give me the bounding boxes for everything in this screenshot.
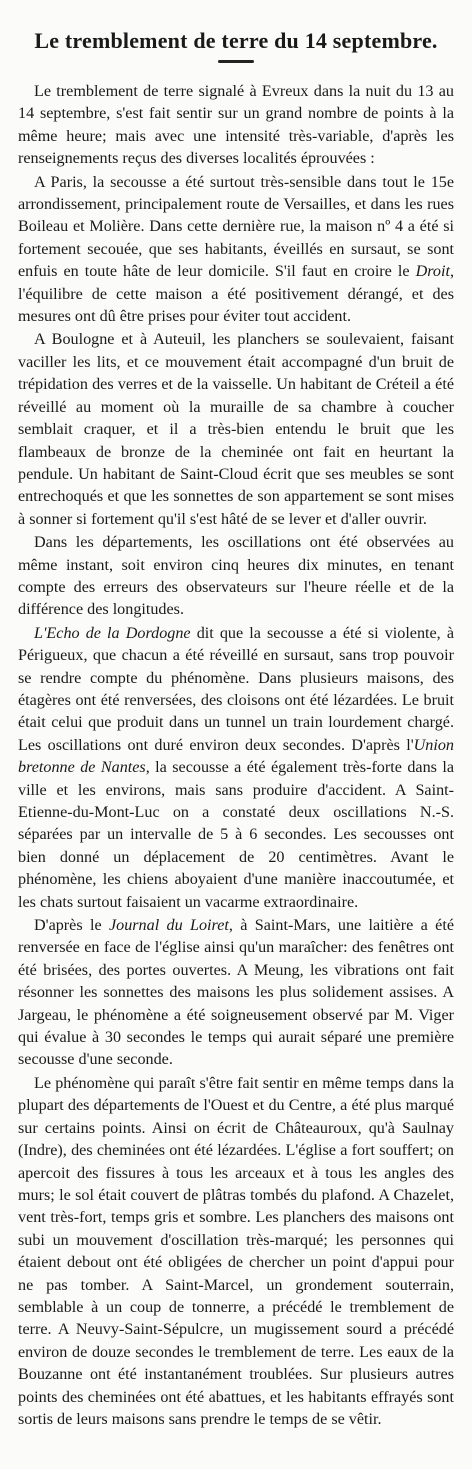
- italic-citation: L'Echo de la Dordogne: [34, 624, 191, 642]
- paragraph-text: A Boulogne et à Auteuil, les planchers se soulevaient, faisant vaciller les lits, et ce mouvement était accompagné d'un bruit de trépidation des verres et de la vaisselle. Un habitant de Créteil a été réveillé au moment où la muraille de sa chambre à coucher semblait craquer, et il a très-bien entendu le bruit que les flambeaux de bronze de la cheminée ont fait en heurtant la pendule. Un habitant de Saint-Cloud écrit que ses meubles se sont entrechoqués et que les sonnettes de son appartement se sont mises à sonner si fortement qu'il s'est hâté de se lever et d'aller ouvrir.: [18, 331, 454, 528]
- paragraph-text: D'après le: [34, 917, 109, 935]
- article-paragraph: [18, 329, 454, 531]
- article-title: Le tremblement de terre du 14 septembre.: [34, 28, 438, 53]
- italic-citation: Union bretonne de Nantes: [18, 736, 454, 777]
- article-paragraph: [18, 623, 454, 914]
- italic-citation: Journal du Loiret: [108, 917, 229, 935]
- paragraph-text: Dans les départements, les oscillations ont été observées au même instant, soit environ cinq heures dix minutes, en tenant compte des erreurs des observateurs sur l'heure réelle et de la différence des longitudes.: [18, 534, 454, 619]
- paragraph-text: , la secousse a été également très-forte dans la ville et les environs, mais sans produire d'accident. A Saint-Etienne-du-Mont-Luc on a constaté deux oscillations N.-S. séparées par un intervalle de 5 à 6 secondes. Les secousses ont bien donné un déplacement de 20 centimètres. Avant le phénomène, les chiens aboyaient d'une manière inaccoutumée, et les chats surtout faisaient un vacarme extraordinaire.: [18, 759, 455, 911]
- paragraph-text: , à Saint-Mars, une laitière a été renversée en face de l'église ainsi qu'un maraîcher: des fenêtres ont été brisées, des portes ouvertes. A Meung, les vibrations ont fait résonner les sonnettes des maisons les plus solidement assises. A Jargeau, le phénomène a été soigneusement observé par M. Viger qui évalue à 30 secondes le temps qui aurait séparé une première secousse d'une seconde.: [18, 917, 454, 1069]
- paragraph-text: Le tremblement de terre signalé à Evreux dans la nuit du 13 au 14 septembre, s'est fait sentir sur un grand nombre de points à la même heure; mais avec une intensité très-variable, d'après les renseignements reçus des diverses localités éprouvées :: [18, 83, 454, 168]
- paragraph-text: dit que la secousse a été si violente, à Périgueux, que chacun a été réveillé en sursaut, sans trop pouvoir se rendre compte du phénomène. Dans plusieurs maisons, des étagères ont été renversées, des cloisons ont été lézardées. Le bruit était celui que produit dans un tunnel un train lourdement chargé. Les oscillations ont duré environ deux secondes. D'après l': [18, 624, 454, 754]
- paragraph-text: , l'équilibre de cette maison a été positivement dérangé, et des mesures ont dû être prises pour éviter tout accident.: [18, 263, 454, 326]
- paragraph-text: Le phénomène qui paraît s'être fait sentir en même temps dans la plupart des départements de l'Ouest et du Centre, a été plus marqué sur certains points. Ainsi on écrit de Châteauroux, qu'à Saulnay (Indre), des cheminées ont été lézardées. L'église a fort souffert; on apercoit des fissures à tous les arceaux et à tous les angles des murs; le sol était couvert de plâtras tombés du plafond. A Chazelet, vent très-fort, temps gris et sombre. Les planchers des maisons ont subi un mouvement d'oscillation très-marqué; les personnes qui étaient debout ont été obligées de chercher un point d'appui pour ne pas tomber. A Saint-Marcel, un grondement souterrain, semblable à un coup de tonnerre, a précédé le tremblement de terre. A Neuvy-Saint-Sépulcre, un mugissement sourd a précédé environ de douze secondes le tremblement de terre. Les eaux de la Bouzanne ont été instantanément troublées. Sur plusieurs autres points des cheminées ont été abattues, et les habitants effrayés sont sortis de leurs maisons sans prendre le temps de se vêtir.: [18, 1074, 454, 1428]
- paragraph-text: A Paris, la secousse a été surtout très-sensible dans tout le 15e arrondissement, principalement route de Versailles, et dans les rues Boileau et Molière. Dans cette dernière rue, la maison nº 4 a été si fortement secouée, que ses habitants, éveillés en sursaut, se sont enfuis en toute hâte de leur domicile. S'il faut en croire le: [18, 173, 454, 281]
- article-paragraph: [18, 1073, 454, 1432]
- article-paragraph: [18, 81, 454, 171]
- article-paragraph: [18, 532, 454, 622]
- title-divider: [218, 60, 254, 63]
- article-paragraph: [18, 915, 454, 1072]
- article-paragraph: [18, 172, 454, 329]
- italic-citation: Droit: [415, 263, 450, 281]
- article-body: [18, 81, 454, 1431]
